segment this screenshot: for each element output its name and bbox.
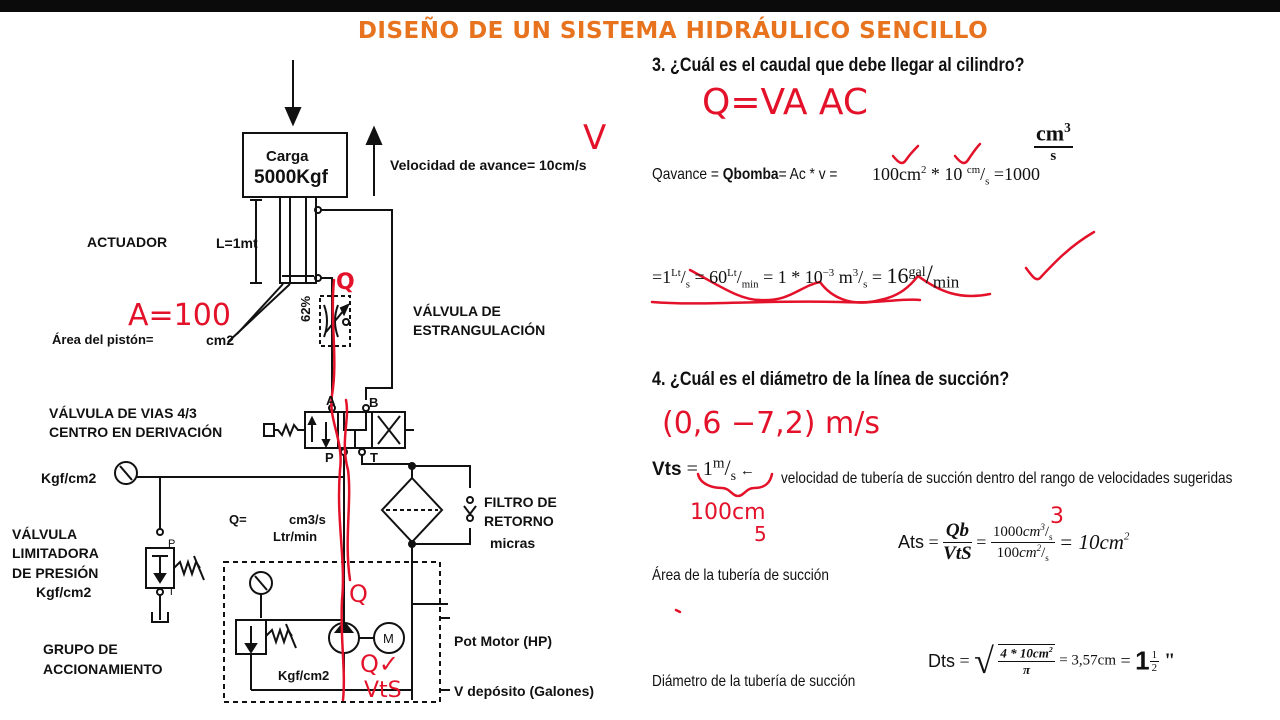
annotation-calc-den: 5 (754, 522, 767, 546)
motor-power-label: Pot Motor (HP) (454, 633, 552, 649)
pump-pressure-label: Kgf/cm2 (278, 668, 330, 683)
port-b: B (369, 395, 379, 410)
cylinder-body (280, 197, 316, 283)
suction-diameter-label: Diámetro de la tubería de succión (652, 673, 856, 690)
piston-area-unit: cm2 (206, 332, 235, 348)
flow-equation-values: $100cm^2 * 10$ $^{cm}/_s =1000$ (872, 164, 1040, 188)
flow-unit-1: cm3/s (289, 512, 326, 527)
power-unit (224, 562, 440, 702)
piston-area-label: Área del pistón= (52, 332, 154, 347)
relief-label-1: VÁLVULA (12, 526, 78, 542)
relief-label-2: LIMITADORA (12, 545, 99, 561)
relief-port-t: T (168, 586, 175, 598)
port-p: P (325, 450, 334, 465)
suction-diameter-formula: Dts = √ $\frac{4 * 10cm^2}{\pi}$ = 3,57cm = 1 $\frac{1}{2}$ " (928, 641, 1176, 681)
length-label: L=1mt (216, 235, 258, 251)
load-label: Carga (266, 148, 309, 165)
port-t: T (370, 450, 378, 465)
suction-area-formula: Ats = $\frac{Qb}{\text{VtS}}$ = $\frac{1000cm^3/_s}{100cm^2/_s}$ = $10cm^2$ (898, 520, 1130, 564)
relief-label-3: DE PRESIÓN (12, 565, 99, 581)
directional-valve-label-1: VÁLVULA DE VIAS 4/3 (49, 405, 197, 421)
flow-label: Q= (229, 512, 247, 527)
return-filter (382, 478, 442, 542)
relief-port-p: P (168, 538, 176, 550)
suction-velocity: Vts = $1^m/_s$ ← (652, 455, 755, 484)
checkmark-1 (1026, 232, 1094, 279)
flow-unit-fraction: $\frac{cm^3}{s}$ (1036, 120, 1071, 165)
annotation-q-check: Q✓ (360, 650, 399, 678)
question-3: 3. ¿Cuál es el caudal que debe llegar al cilindro? (652, 55, 1025, 76)
annotation-three: 3 (1050, 504, 1064, 529)
velocity-label: Velocidad de avance= 10cm/s (390, 157, 587, 173)
flow-unit-2: Ltr/min (273, 529, 318, 544)
filter-label-3: micras (490, 535, 536, 551)
red-flow-line (331, 280, 344, 700)
annotation-q-1: Q (336, 270, 355, 295)
suction-velocity-note: velocidad de tubería de succión dentro del rango de velocidades sugeridas (781, 470, 1233, 487)
page-title: DISEÑO DE UN SISTEMA HIDRÁULICO SENCILLO (357, 18, 989, 44)
load-value: 5000Kgf (254, 167, 328, 188)
throttle-percent: 62% (298, 295, 313, 322)
annotation-q-2: Q (349, 580, 368, 608)
annotation-q-formula: Q=VA AC (702, 82, 869, 123)
tank-volume-label: V depósito (Galones) (454, 683, 595, 699)
motor-label: M (383, 631, 394, 646)
checkmark-3 (955, 144, 980, 163)
annotation-v: V (583, 118, 607, 158)
directional-valve-label-2: CENTRO EN DERIVACIÓN (49, 424, 223, 440)
relief-label-4: Kgf/cm2 (36, 584, 92, 600)
actuator-label: ACTUADOR (87, 234, 168, 250)
power-unit-label-1: GRUPO DE (43, 641, 118, 657)
annotation-area: A=100 (128, 298, 231, 333)
gauge-label: Kgf/cm2 (41, 470, 97, 486)
port-a: A (326, 393, 336, 408)
filter-label-1: FILTRO DE (484, 494, 557, 510)
filter-label-2: RETORNO (484, 513, 554, 529)
flow-conversion-line: $=1^{Lt}/_s = 60^{Lt}/_{min} = 1 * 10^{-3}$ $m^3/_s = 16^{gal}/_{min}$ (652, 260, 960, 292)
power-unit-label-2: ACCIONAMIENTO (43, 661, 163, 677)
annotation-calc: 100cm (690, 500, 766, 525)
annotation-vts: VtS (364, 678, 402, 703)
annotation-velocity-range: (0,6 −7,2) m/s (662, 406, 880, 441)
throttle-valve-label-1: VÁLVULA DE (413, 303, 501, 319)
flow-equation-line-1: Qavance = Qbomba= Ac * v = (652, 166, 838, 183)
suction-area-label: Área de la tubería de succión (652, 567, 829, 584)
velocity-arrow-head (367, 128, 381, 144)
question-4: 4. ¿Cuál es el diámetro de la línea de succión? (652, 369, 1010, 390)
throttle-valve-label-2: ESTRANGULACIÓN (413, 322, 546, 338)
load-arrow-head (286, 108, 300, 124)
checkmark-2 (893, 146, 918, 163)
